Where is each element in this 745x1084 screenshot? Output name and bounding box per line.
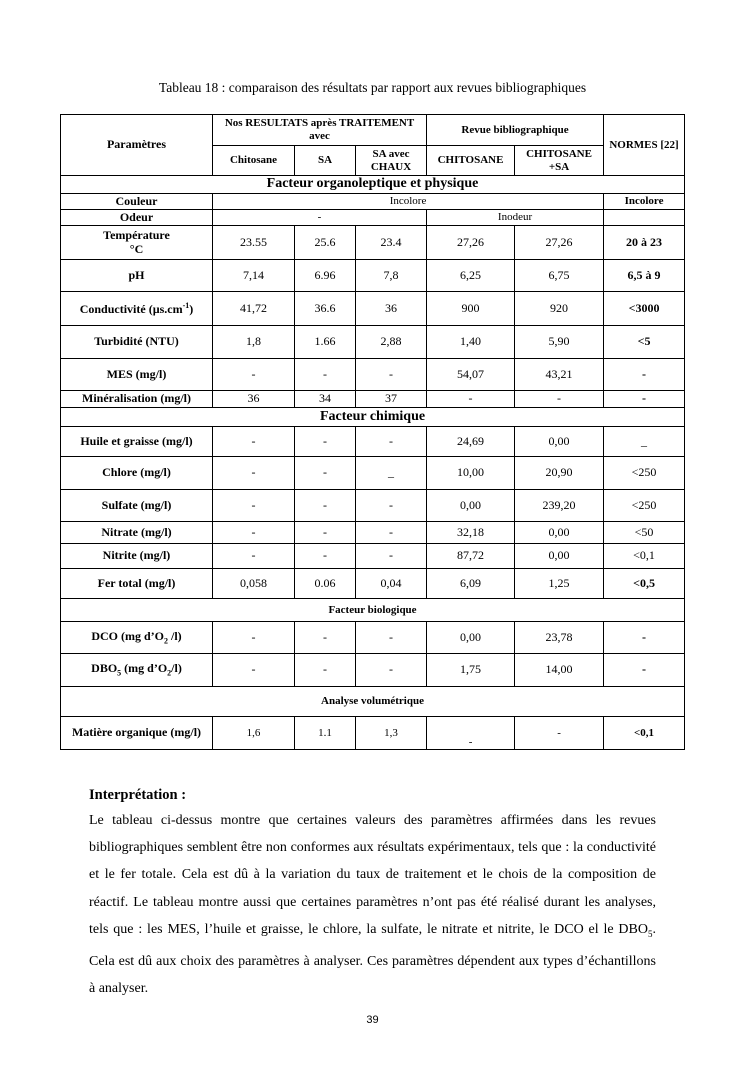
cell: - — [213, 654, 295, 687]
cell: 1,75 — [427, 654, 515, 687]
cell: - — [213, 522, 295, 544]
cell: - — [427, 717, 515, 750]
norme-value: <50 — [604, 522, 685, 544]
cell: 1,25 — [515, 569, 604, 599]
page-number: 39 — [366, 1014, 379, 1026]
table-row — [61, 622, 685, 654]
norme-value: _ — [604, 427, 685, 457]
table-row — [61, 391, 685, 408]
cell: 0,00 — [515, 427, 604, 457]
param-label: Température °C — [61, 226, 213, 260]
interpretation-title: Interprétation : — [89, 787, 187, 803]
norme-value: - — [604, 391, 685, 408]
cell: 1,8 — [213, 326, 295, 359]
param-label: Minéralisation (mg/l) — [61, 391, 213, 408]
cell: 14,00 — [515, 654, 604, 687]
cell: 36 — [356, 292, 427, 326]
cell: 6,09 — [427, 569, 515, 599]
cell: 1.1 — [295, 717, 356, 750]
cell: 23.55 — [213, 226, 295, 260]
cell: 2,88 — [356, 326, 427, 359]
param-label: Nitrite (mg/l) — [61, 544, 213, 569]
interpretation-paragraph: Le tableau ci-dessus montre que certaines valeurs des paramètres affirmées dans les revues bibliographiques semblent être non conformes aux résultats expérimentaux, tels que : la conductivité et le fer totale. Cela est dû à la variation du taux de traitement et le chois de la composition de réactif. Le tableau montre aussi que certaines paramètres n’ont pas été réalisé durant les analyses, tels que : les MES, l’huile et graisse, le chlore, la sulfate, le nitrate et nitrite, le DCO el le $DBO_5$. Cela est dû aux choix des paramètres à analyser. Ces paramètres dépendent aux types d’échantillons à analyser. — [89, 813, 656, 997]
comparison-table — [60, 114, 685, 750]
table-row — [61, 210, 685, 226]
cell: 25.6 — [295, 226, 356, 260]
cell: - — [295, 522, 356, 544]
cell: 6.96 — [295, 260, 356, 292]
subheader-sa: SA — [295, 146, 356, 176]
subheader-revue-chitosane: CHITOSANE — [427, 146, 515, 176]
cell: 0,058 — [213, 569, 295, 599]
param-label: DCO (mg $d’O_2$ /l) — [61, 622, 213, 654]
cell: - — [515, 391, 604, 408]
cell: - — [213, 457, 295, 490]
cell: 27,26 — [515, 226, 604, 260]
header-revue: Revue bibliographique — [427, 115, 604, 146]
cell: - — [213, 359, 295, 391]
cell: - — [295, 622, 356, 654]
table-row — [61, 544, 685, 569]
norme-value — [604, 210, 685, 226]
cell: 1.66 — [295, 326, 356, 359]
norme-value: 20 à 23 — [604, 226, 685, 260]
cell: 24,69 — [427, 427, 515, 457]
cell: 20,90 — [515, 457, 604, 490]
cell: 41,72 — [213, 292, 295, 326]
cell: - — [213, 490, 295, 522]
table-row — [61, 359, 685, 391]
table-row — [61, 457, 685, 490]
cell: - — [356, 490, 427, 522]
cell: 0,00 — [427, 622, 515, 654]
cell: 54,07 — [427, 359, 515, 391]
cell: 0,00 — [515, 544, 604, 569]
param-label: pH — [61, 260, 213, 292]
cell: 1,6 — [213, 717, 295, 750]
param-label: Chlore (mg/l) — [61, 457, 213, 490]
table-row — [61, 292, 685, 326]
cell: 36.6 — [295, 292, 356, 326]
interpretation-section — [89, 783, 656, 1002]
header-normes: NORMES [22] — [604, 115, 685, 176]
cell: 7,14 — [213, 260, 295, 292]
cell: - — [356, 427, 427, 457]
norme-value: <0,5 — [604, 569, 685, 599]
cell: - — [295, 544, 356, 569]
table-row — [61, 717, 685, 750]
subheader-sa-chaux: SA avec CHAUX — [356, 146, 427, 176]
cell: 0,04 — [356, 569, 427, 599]
cell: - — [356, 359, 427, 391]
table-row — [61, 260, 685, 292]
cell: - — [356, 544, 427, 569]
cell: 239,20 — [515, 490, 604, 522]
cell: - — [213, 544, 295, 569]
cell: - — [295, 490, 356, 522]
norme-value: <0,1 — [604, 544, 685, 569]
subheader-revue-chitosane-sa: CHITOSANE +SA — [515, 146, 604, 176]
cell: _ — [356, 457, 427, 490]
cell: 0,00 — [515, 522, 604, 544]
cell: 23.4 — [356, 226, 427, 260]
norme-value: Incolore — [604, 194, 685, 210]
cell: 10,00 — [427, 457, 515, 490]
cell: - — [427, 391, 515, 408]
cell: 0,00 — [427, 490, 515, 522]
cell: 34 — [295, 391, 356, 408]
param-label: MES (mg/l) — [61, 359, 213, 391]
cell: - — [295, 654, 356, 687]
cell: 36 — [213, 391, 295, 408]
header-parametres: Paramètres — [61, 115, 213, 176]
param-label: Huile et graisse (mg/l) — [61, 427, 213, 457]
cell: - — [356, 654, 427, 687]
section-biologique: Facteur biologique — [61, 599, 685, 622]
cell: - — [356, 522, 427, 544]
cell: 37 — [356, 391, 427, 408]
table-row — [61, 522, 685, 544]
cell: 27,26 — [427, 226, 515, 260]
param-label: Matière organique (mg/l) — [61, 717, 213, 750]
cell: 23,78 — [515, 622, 604, 654]
table-row — [61, 654, 685, 687]
header-nos-resultats: Nos RESULTATS après TRAITEMENT avec — [213, 115, 427, 146]
norme-value: <5 — [604, 326, 685, 359]
table-caption: Tableau 18 : comparaison des résultats par rapport aux revues bibliographiques — [158, 80, 587, 95]
param-label: Odeur — [61, 210, 213, 226]
table-row — [61, 427, 685, 457]
cell: - — [295, 427, 356, 457]
param-label: Conductivité $(\mu s.cm^{-1})$ — [61, 292, 213, 326]
param-label: Sulfate (mg/l) — [61, 490, 213, 522]
section-chimique: Facteur chimique — [61, 408, 685, 427]
cell: 920 — [515, 292, 604, 326]
cell: - — [213, 427, 295, 457]
cell: 5,90 — [515, 326, 604, 359]
cell: 1,3 — [356, 717, 427, 750]
param-label: Nitrate (mg/l) — [61, 522, 213, 544]
norme-value: - — [604, 654, 685, 687]
subheader-chitosane: Chitosane — [213, 146, 295, 176]
table-row — [61, 326, 685, 359]
table-row — [61, 569, 685, 599]
cell: - — [295, 359, 356, 391]
cell: 43,21 — [515, 359, 604, 391]
cell: 900 — [427, 292, 515, 326]
couleur-value: Incolore — [213, 194, 604, 210]
cell: 7,8 — [356, 260, 427, 292]
norme-value: <250 — [604, 490, 685, 522]
norme-value: <3000 — [604, 292, 685, 326]
cell: - — [356, 622, 427, 654]
param-label: Fer total (mg/l) — [61, 569, 213, 599]
cell: - — [295, 457, 356, 490]
section-volumetrique: Analyse volumétrique — [61, 687, 685, 717]
norme-value: <0,1 — [604, 717, 685, 750]
cell: 6,25 — [427, 260, 515, 292]
param-label: $DBO_5$ (mg $d’O_2/l$) — [61, 654, 213, 687]
cell: 32,18 — [427, 522, 515, 544]
norme-value: - — [604, 359, 685, 391]
cell: - — [213, 622, 295, 654]
odeur-revue-value: Inodeur — [427, 210, 604, 226]
param-label: Couleur — [61, 194, 213, 210]
param-label: Turbidité (NTU) — [61, 326, 213, 359]
table-row — [61, 490, 685, 522]
odeur-nos-value: - — [213, 210, 427, 226]
cell: 1,40 — [427, 326, 515, 359]
section-organoleptique: Facteur organoleptique et physique — [61, 176, 685, 194]
norme-value: 6,5 à 9 — [604, 260, 685, 292]
cell: 87,72 — [427, 544, 515, 569]
table-row — [61, 226, 685, 260]
table-row — [61, 194, 685, 210]
norme-value: - — [604, 622, 685, 654]
norme-value: <250 — [604, 457, 685, 490]
cell: - — [515, 717, 604, 750]
cell: 0.06 — [295, 569, 356, 599]
cell: 6,75 — [515, 260, 604, 292]
